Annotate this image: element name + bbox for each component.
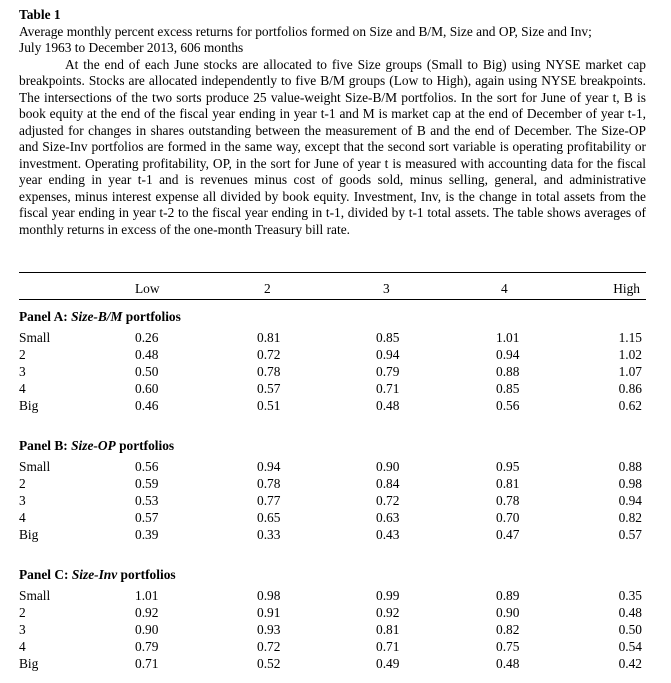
table-cell: 0.95 [496, 459, 520, 474]
table-cell: 0.43 [376, 527, 400, 543]
table-cell: 0.51 [257, 398, 281, 414]
table-subtitle-line1: Average monthly percent excess returns for portfolios formed on Size and B/M, Size and OP, Size and Inv; [19, 23, 592, 39]
table-row [19, 458, 646, 475]
row-label: 2 [19, 476, 26, 492]
table-cell: 0.81 [257, 330, 281, 345]
row-label: Small [19, 459, 51, 474]
table-cell: 0.57 [618, 527, 642, 543]
panel-title-prefix: Panel A: [19, 309, 72, 324]
table-cell: 0.91 [257, 605, 281, 621]
table-subtitle [19, 24, 646, 57]
table-subtitle-line2: July 1963 to December 2013, 606 months [19, 40, 244, 55]
table-cell: 0.94 [376, 347, 400, 363]
table-cell: 0.59 [135, 476, 159, 492]
table-cell: 0.47 [496, 527, 520, 543]
table-cell: 0.50 [618, 622, 642, 638]
panel-title-name: Size-OP [71, 438, 116, 453]
table-cell: 0.56 [496, 398, 520, 414]
table-row [19, 475, 646, 492]
table-cell: 0.48 [376, 398, 400, 414]
panel-title-suffix: portfolios [122, 309, 181, 324]
table-cell: 0.82 [496, 622, 520, 638]
table-cell: 0.53 [135, 493, 159, 509]
table-cell: 0.39 [135, 527, 159, 543]
table-row [19, 329, 646, 346]
table-cell: 0.70 [496, 510, 520, 526]
table-cell: 0.94 [496, 347, 520, 363]
table-cell: 0.92 [135, 605, 159, 621]
row-label: Big [19, 398, 39, 414]
table-cell: 0.81 [496, 476, 520, 492]
table-cell: 1.01 [135, 588, 159, 603]
table-row [19, 604, 646, 621]
table-description: At the end of each June stocks are allocated to five Size groups (Small to Big) using NYSE market cap breakpoints. Stocks are allocated independently to five B/M groups (Low to High), again using NYSE breakpoints. The intersections of the two sorts produce 25 value-weight Size-B/M portfolios. In the sort for June of year t, B is book equity at the end of the fiscal year ending in year t-1 and M is market cap at the end of December of year t-1, adjusted for changes in shares outstanding between the measurement of B and the end of December. The Size-OP and Size-Inv portfolios are formed in the same way, except that the second sort variable is operating profitability or investment. Operating profitability, OP, in the sort for June of year t is measured with accounting data for the fiscal year ending in year t-1 and is revenues minus cost of goods sold, minus selling, general, and administrative expenses, minus interest expense all divided by book equity. Investment, Inv, is the change in total assets from the fiscal year ending in year t-2 to the fiscal year ending in t-1, divided by t-1 total assets. The table shows averages of monthly returns in excess of the one-month Treasury bill rate. [19, 56, 646, 237]
column-header-row [19, 280, 646, 297]
table-row [19, 638, 646, 655]
panel-a-title [19, 308, 646, 325]
table-cell: 0.46 [135, 398, 159, 414]
panel-c-title [19, 566, 646, 583]
table-cell: 0.94 [618, 493, 642, 509]
table-cell: 0.57 [257, 381, 281, 397]
column-header-low: Low [135, 281, 160, 296]
row-label: Big [19, 656, 39, 672]
row-label: 3 [19, 622, 26, 638]
table-cell: 0.48 [618, 605, 642, 621]
table-cell: 0.89 [496, 588, 520, 603]
column-header-high: High [613, 281, 640, 296]
table-cell: 0.88 [496, 364, 520, 380]
table-cell: 0.84 [376, 476, 400, 492]
table-cell: 0.54 [618, 639, 642, 655]
row-label: Small [19, 330, 51, 345]
header-rule [19, 299, 646, 300]
table-cell: 0.78 [257, 364, 281, 380]
row-label: 3 [19, 493, 26, 509]
table-cell: 0.81 [376, 622, 400, 638]
table-row [19, 587, 646, 604]
table-cell: 0.79 [376, 364, 400, 380]
panel-b-title [19, 437, 646, 454]
table-cell: 0.99 [376, 588, 400, 603]
table-cell: 0.57 [135, 510, 159, 526]
table-cell: 0.71 [376, 639, 400, 655]
table-cell: 0.48 [496, 656, 520, 672]
row-label: 2 [19, 605, 26, 621]
row-label: 4 [19, 510, 26, 526]
table-row [19, 655, 646, 672]
table-cell: 0.90 [376, 459, 400, 474]
table-caption [19, 7, 646, 238]
table-row [19, 346, 646, 363]
table-row [19, 397, 646, 414]
table-cell: 0.42 [618, 656, 642, 672]
table-cell: 1.02 [618, 347, 642, 363]
table-cell: 0.49 [376, 656, 400, 672]
table-cell: 0.92 [376, 605, 400, 621]
table-cell: 0.62 [618, 398, 642, 414]
table-row [19, 492, 646, 509]
table-cell: 0.52 [257, 656, 281, 672]
table-cell: 0.88 [618, 459, 642, 474]
table-cell: 0.78 [496, 493, 520, 509]
row-label: Small [19, 588, 51, 603]
column-header-2: 2 [264, 281, 271, 296]
table-cell: 0.26 [135, 330, 159, 345]
table-row [19, 363, 646, 380]
table-row [19, 526, 646, 543]
table-title: Table 1 [19, 7, 61, 22]
table-cell: 0.72 [376, 493, 400, 509]
table-cell: 1.07 [618, 364, 642, 380]
table-cell: 0.35 [618, 588, 642, 603]
table-cell: 0.65 [257, 510, 281, 526]
table-cell: 0.94 [257, 459, 281, 474]
table-cell: 0.93 [257, 622, 281, 638]
row-label: 4 [19, 381, 26, 397]
panel-title-name: Size-Inv [71, 567, 118, 582]
table-cell: 0.50 [135, 364, 159, 380]
panel-title-suffix: portfolios [117, 567, 176, 582]
table-row [19, 509, 646, 526]
table-cell: 0.82 [618, 510, 642, 526]
panel-title-name: Size-B/M [71, 309, 123, 324]
table-cell: 0.90 [496, 605, 520, 621]
table-cell: 0.85 [496, 381, 520, 397]
table-cell: 0.71 [376, 381, 400, 397]
table-cell: 1.01 [496, 330, 520, 345]
table-cell: 0.48 [135, 347, 159, 363]
top-rule [19, 272, 646, 273]
table-cell: 0.75 [496, 639, 520, 655]
table-row [19, 621, 646, 638]
table-cell: 1.15 [618, 330, 642, 345]
table-cell: 0.90 [135, 622, 159, 638]
table-cell: 0.63 [376, 510, 400, 526]
table-row [19, 380, 646, 397]
column-header-4: 4 [501, 281, 508, 296]
table-cell: 0.78 [257, 476, 281, 492]
column-header-3: 3 [383, 281, 390, 296]
table-cell: 0.77 [257, 493, 281, 509]
row-label: 4 [19, 639, 26, 655]
table-cell: 0.56 [135, 459, 159, 474]
table-cell: 0.79 [135, 639, 159, 655]
row-label: Big [19, 527, 39, 543]
panel-title-suffix: portfolios [115, 438, 175, 453]
table-cell: 0.71 [135, 656, 159, 672]
row-label: 3 [19, 364, 26, 380]
panel-title-prefix: Panel B: [19, 438, 72, 453]
row-label: 2 [19, 347, 26, 363]
table-cell: 0.86 [618, 381, 642, 397]
table-cell: 0.85 [376, 330, 400, 345]
table-cell: 0.33 [257, 527, 281, 543]
table-cell: 0.98 [618, 476, 642, 492]
table-cell: 0.72 [257, 347, 281, 363]
table-cell: 0.72 [257, 639, 281, 655]
table-cell: 0.60 [135, 381, 159, 397]
panel-title-prefix: Panel C: [19, 567, 72, 582]
table-cell: 0.98 [257, 588, 281, 603]
